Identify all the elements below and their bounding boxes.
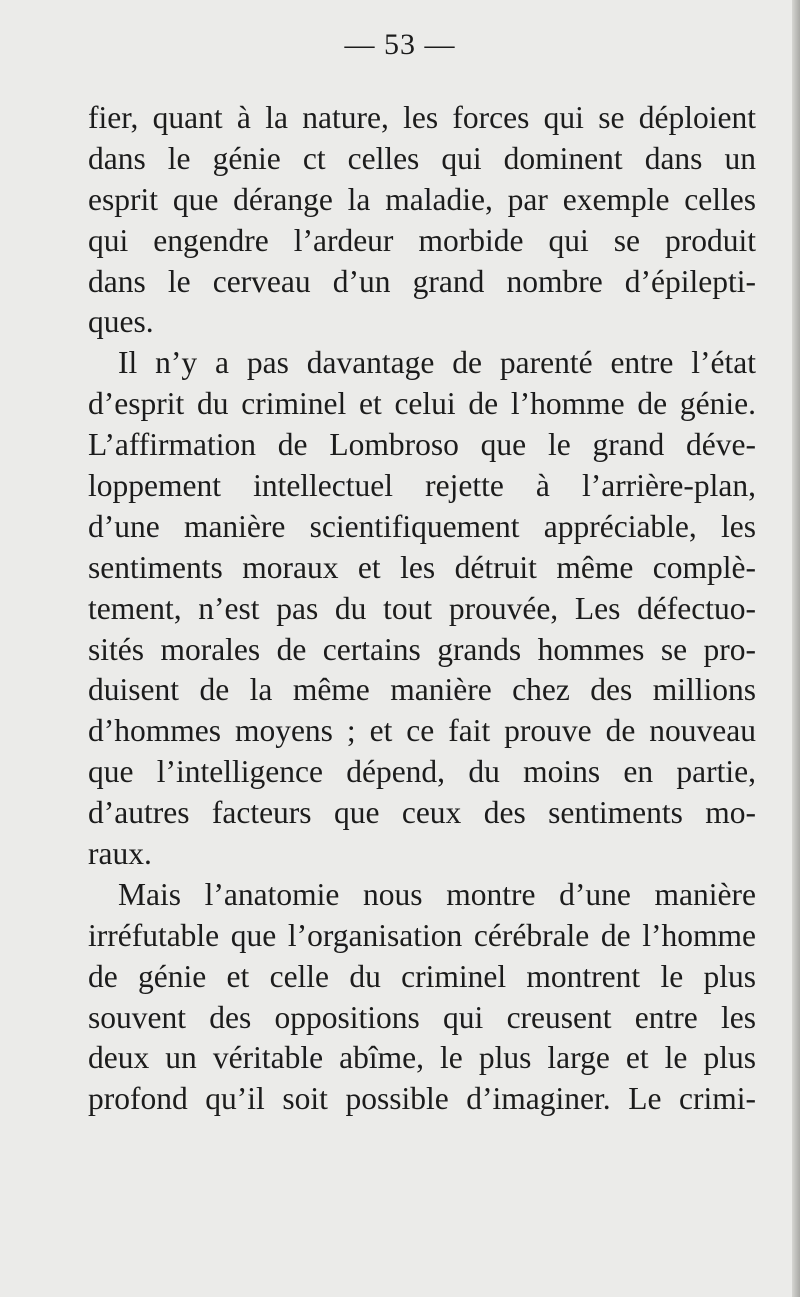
text-line: ques. (88, 304, 154, 340)
text-line: duisent de la même manière chez des millions (88, 672, 756, 708)
text-line: d’une manière scientifiquement appréciable, les (88, 508, 756, 544)
text-line: d’esprit du criminel et celui de l’homme de génie. (88, 386, 756, 422)
text-line: dans le génie ct celles qui dominent dans un (88, 140, 756, 176)
text-line: irréfutable que l’organisation cérébrale de l’homme (88, 917, 756, 953)
text-line: raux. (88, 836, 152, 872)
text-line: d’autres facteurs que ceux des sentiments mo- (88, 795, 756, 831)
text-line: de génie et celle du criminel montrent le plus (88, 958, 756, 994)
page-number: — 53 — (344, 28, 456, 61)
text-line: fier, quant à la nature, les forces qui se déploient (88, 100, 756, 135)
text-line: souvent des oppositions qui creusent entre les (88, 999, 756, 1035)
body-text (88, 98, 756, 1120)
page-edge (792, 0, 800, 1297)
text-line: Mais l’anatomie nous montre d’une manière (118, 876, 756, 912)
text-line: profond qu’il soit possible d’imaginer. Le crimi- (88, 1081, 756, 1117)
text-line: d’hommes moyens ; et ce fait prouve de nouveau (88, 713, 756, 749)
text-line: sités morales de certains grands hommes se pro- (88, 631, 756, 667)
text-line: dans le cerveau d’un grand nombre d’épilepti- (88, 263, 756, 299)
text-line: deux un véritable abîme, le plus large et le plus (88, 1040, 756, 1076)
text-line: que l’intelligence dépend, du moins en partie, (88, 754, 756, 790)
text-line: tement, n’est pas du tout prouvée, Les défectuo- (88, 590, 756, 626)
text-line: sentiments moraux et les détruit même complè- (88, 549, 756, 585)
text-line: qui engendre l’ardeur morbide qui se produit (88, 222, 756, 258)
text-line: loppement intellectuel rejette à l’arrière-plan, (88, 468, 756, 504)
text-line: esprit que dérange la maladie, par exemple celles (88, 181, 756, 217)
text-line: L’affirmation de Lombroso que le grand déve- (88, 427, 756, 463)
text-line: Il n’y a pas davantage de parenté entre l’état (118, 345, 756, 381)
